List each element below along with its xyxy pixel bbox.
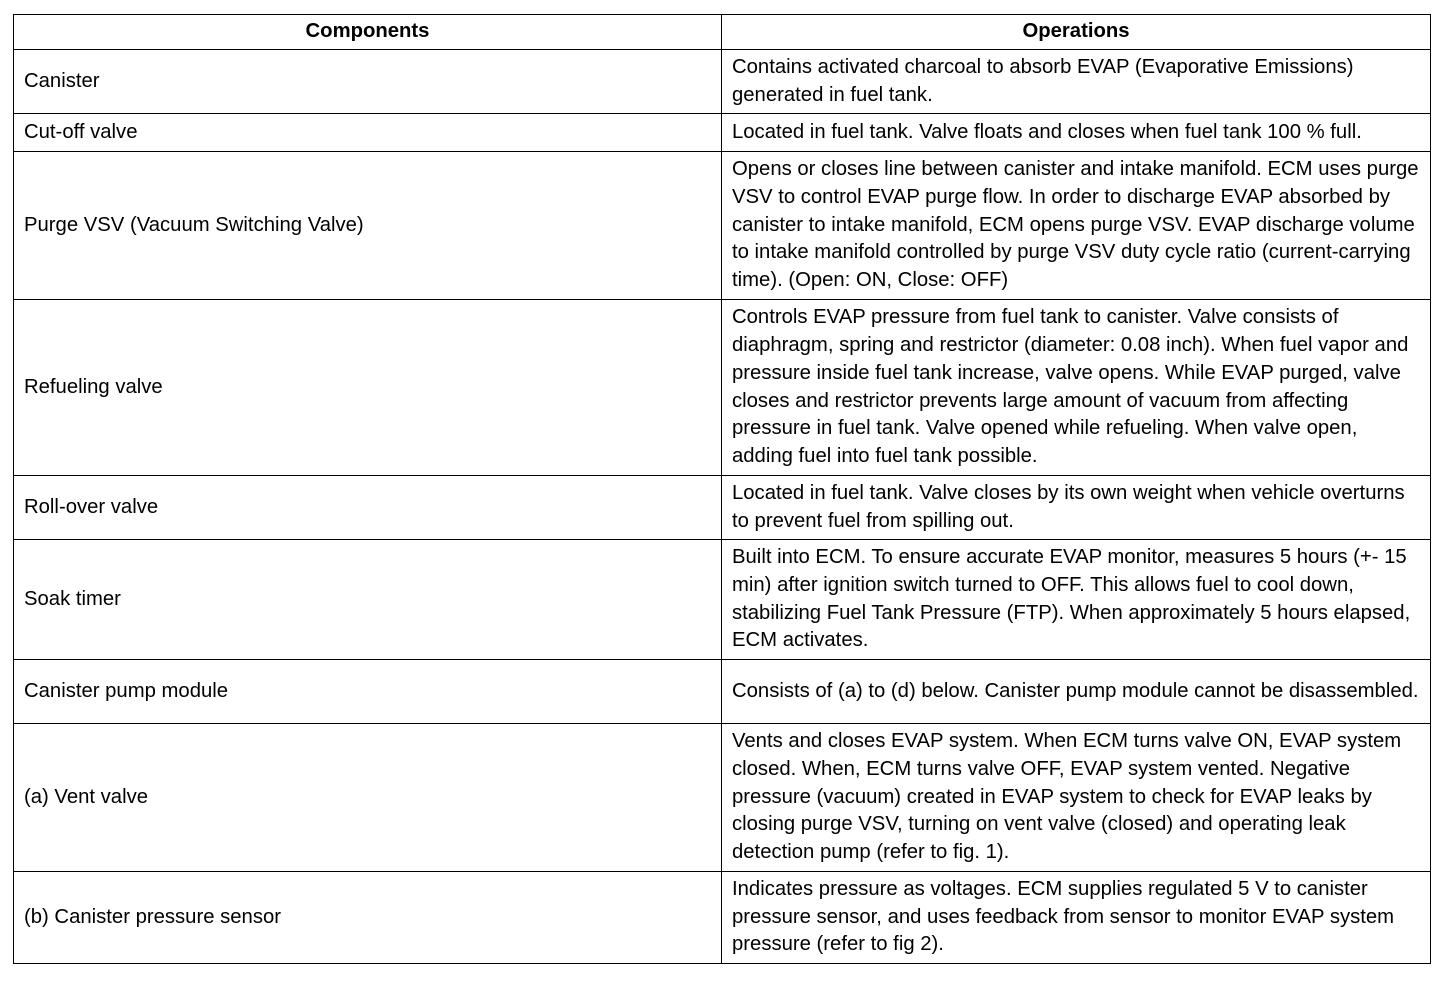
- operation-cell: Controls EVAP pressure from fuel tank to canister. Valve consists of diaphragm, spring and restrictor (diameter: 0.08 inch). When fuel vapor and pressure inside fuel tank increase, valve opens. While EVAP purged, valve closes and restrictor prevents large amount of vacuum from affecting pressure in fuel tank. Valve opened while refueling. When valve open, adding fuel into fuel tank possible.: [722, 300, 1431, 476]
- component-cell: Refueling valve: [14, 300, 722, 476]
- component-cell: Canister: [14, 50, 722, 114]
- operation-cell: Built into ECM. To ensure accurate EVAP monitor, measures 5 hours (+- 15 min) after ignition switch turned to OFF. This allows fuel to cool down, stabilizing Fuel Tank Pressure (FTP). When approximately 5 hours elapsed, ECM activates.: [722, 540, 1431, 660]
- table-row: [14, 152, 1431, 300]
- component-cell: Roll-over valve: [14, 476, 722, 540]
- operation-cell: Consists of (a) to (d) below. Canister pump module cannot be disassembled.: [722, 660, 1431, 724]
- table-row: [14, 300, 1431, 476]
- operation-cell: Located in fuel tank. Valve closes by its own weight when vehicle overturns to prevent fuel from spilling out.: [722, 476, 1431, 540]
- evap-components-table: [13, 14, 1431, 964]
- header-components: Components: [14, 15, 722, 50]
- table-row: [14, 724, 1431, 872]
- component-cell: Cut-off valve: [14, 114, 722, 152]
- table-row: [14, 114, 1431, 152]
- operation-cell: Opens or closes line between canister and intake manifold. ECM uses purge VSV to control EVAP purge flow. In order to discharge EVAP absorbed by canister to intake manifold, ECM opens purge VSV. EVAP discharge volume to intake manifold controlled by purge VSV duty cycle ratio (current-carrying time). (Open: ON, Close: OFF): [722, 152, 1431, 300]
- operation-cell: Contains activated charcoal to absorb EVAP (Evaporative Emissions) generated in fuel tank.: [722, 50, 1431, 114]
- operation-cell: Located in fuel tank. Valve floats and closes when fuel tank 100 % full.: [722, 114, 1431, 152]
- header-operations: Operations: [722, 15, 1431, 50]
- component-cell: Soak timer: [14, 540, 722, 660]
- component-cell: Canister pump module: [14, 660, 722, 724]
- component-cell: Purge VSV (Vacuum Switching Valve): [14, 152, 722, 300]
- table-header-row: [14, 15, 1431, 50]
- table-row: [14, 872, 1431, 964]
- table-row: [14, 540, 1431, 660]
- component-cell: (a) Vent valve: [14, 724, 722, 872]
- operation-cell: Vents and closes EVAP system. When ECM turns valve ON, EVAP system closed. When, ECM turns valve OFF, EVAP system vented. Negative pressure (vacuum) created in EVAP system to check for EVAP leaks by closing purge VSV, turning on vent valve (closed) and operating leak detection pump (refer to fig. 1).: [722, 724, 1431, 872]
- table-row: [14, 50, 1431, 114]
- operation-cell: Indicates pressure as voltages. ECM supplies regulated 5 V to canister pressure sensor, and uses feedback from sensor to monitor EVAP system pressure (refer to fig 2).: [722, 872, 1431, 964]
- table-row: [14, 476, 1431, 540]
- table-row: [14, 660, 1431, 724]
- component-cell: (b) Canister pressure sensor: [14, 872, 722, 964]
